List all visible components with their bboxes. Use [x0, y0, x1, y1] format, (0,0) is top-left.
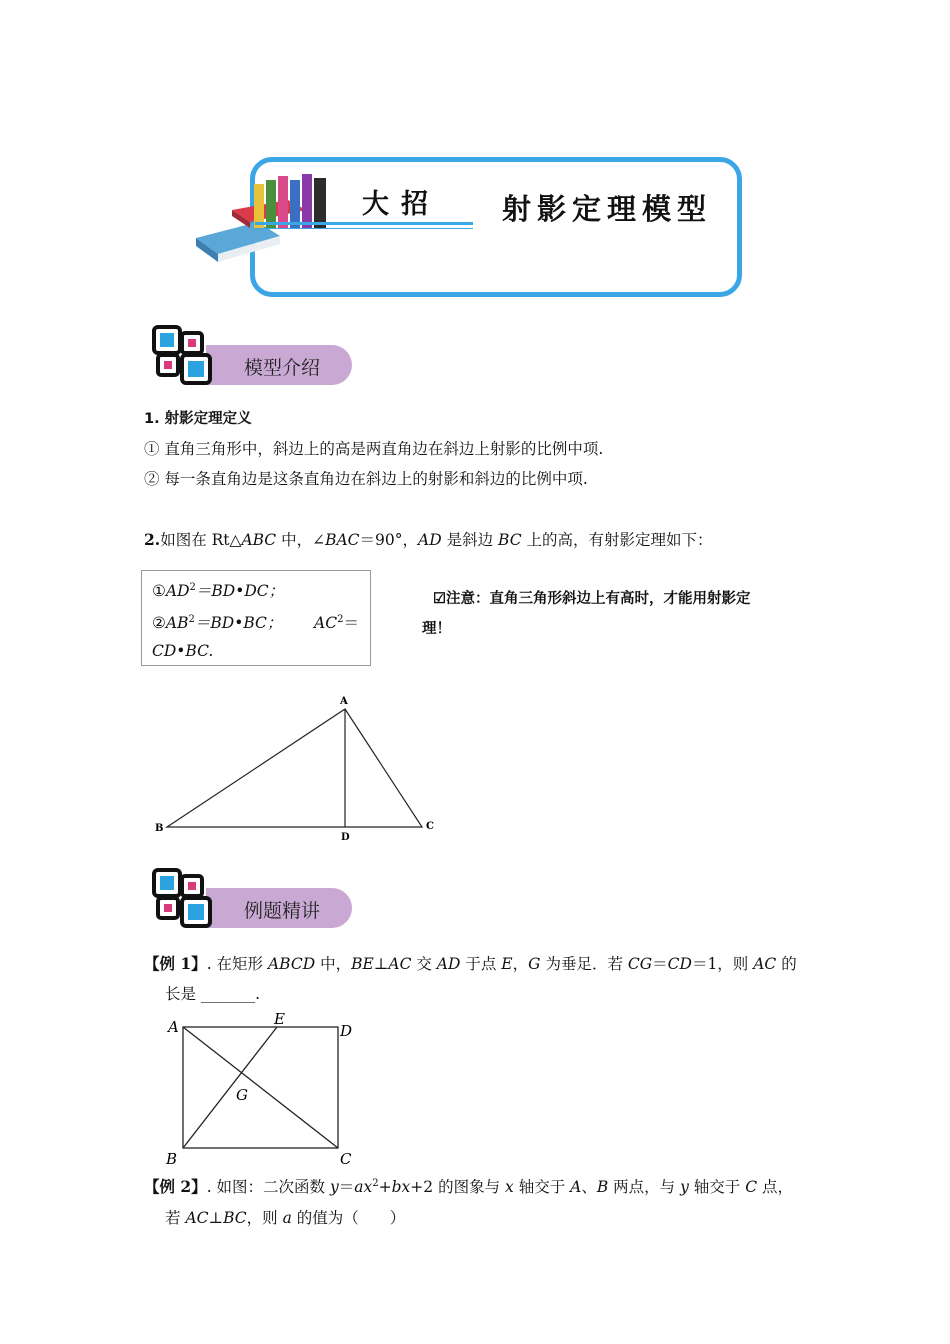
- math-var: AD: [418, 531, 442, 549]
- math-var: AC: [185, 1209, 209, 1227]
- formula-box: [141, 570, 371, 666]
- text-span: ，: [512, 955, 529, 973]
- section-tag-examples: [152, 868, 352, 930]
- label-e: E: [274, 1010, 285, 1028]
- example-tag: 【例 2】: [144, 1177, 207, 1197]
- math-var: AD: [165, 582, 190, 600]
- text-span: ，则: [246, 1209, 283, 1227]
- example2-line2: [165, 1208, 405, 1228]
- math-var: E: [501, 955, 513, 973]
- section-label: 例题精讲: [244, 900, 321, 922]
- exponent: 2: [372, 1178, 379, 1189]
- text-span: . 在矩形: [206, 955, 268, 973]
- label-a: A: [340, 696, 348, 707]
- text-span: 的值为（ ）: [291, 1209, 406, 1227]
- text-span: 中，: [315, 955, 352, 973]
- label-c: C: [426, 821, 434, 832]
- text-span: ⊥: [373, 955, 389, 973]
- definition-item-1: ① 直角三角形中，斜边上的高是两直角边在斜边上射影的比例中项.: [144, 440, 604, 458]
- math-var: A: [570, 1178, 582, 1197]
- text-span: 中，∠: [276, 531, 326, 549]
- triangle-abc: [167, 709, 422, 827]
- formula-1: [152, 579, 284, 601]
- math-var: ABCD: [267, 955, 316, 973]
- text-span: 的: [776, 955, 797, 973]
- formula-3: [314, 611, 359, 633]
- text-span: 为垂足．若: [540, 955, 628, 973]
- label-c: C: [340, 1150, 352, 1168]
- label-g: G: [236, 1086, 248, 1104]
- banner-underline: [255, 222, 473, 225]
- math-var: BC: [498, 531, 522, 549]
- math-var: BAC: [325, 531, 360, 549]
- definition-item-2: ② 每一条直角边是这条直角边在斜边上的射影和斜边的比例中项.: [144, 470, 588, 488]
- math-var: x: [505, 1178, 514, 1197]
- exponent: 2: [189, 581, 196, 593]
- definition-heading: 1. 射影定理定义: [144, 411, 252, 427]
- note-line-1: ☑注意：直角三角形斜边上有高时，才能用射影定: [433, 590, 751, 607]
- exponent: 2: [337, 613, 344, 625]
- banner-left-title: 大招: [362, 189, 440, 220]
- text-span: . 如图：二次函数: [206, 1178, 330, 1197]
- text-span: ＝: [652, 955, 668, 973]
- text-span: ②: [152, 614, 166, 632]
- label-d: D: [340, 1022, 353, 1040]
- formula-2: [152, 611, 282, 633]
- exponent: 2: [188, 613, 195, 625]
- text-span: ＝: [343, 614, 359, 632]
- section-tag-intro: [152, 325, 352, 387]
- text-span: 两点，与: [608, 1178, 681, 1197]
- text-span: +: [378, 1178, 392, 1197]
- formula-3-cont: [152, 642, 213, 660]
- math-var: bx: [391, 1178, 411, 1197]
- label-a: A: [168, 1018, 179, 1036]
- text-span: 交: [411, 955, 437, 973]
- math-var: CG: [627, 955, 653, 973]
- math-var: ABC: [241, 531, 277, 549]
- math-var: ＝BD•BC；: [194, 614, 283, 632]
- text-span: +2 的图象与: [410, 1178, 506, 1197]
- squares-icon: [152, 325, 214, 387]
- text-span: 、: [581, 1178, 597, 1197]
- math-var: BC: [223, 1209, 247, 1227]
- text-span: ＝1，则: [691, 955, 754, 973]
- note-line-2: 理！: [422, 620, 451, 637]
- math-var: y: [329, 1178, 339, 1197]
- math-var: AC: [753, 955, 777, 973]
- text-span: 于点: [460, 955, 502, 973]
- part2-number: 2.: [144, 530, 161, 549]
- books-icon: [188, 170, 348, 270]
- text-span: 轴交于: [513, 1178, 571, 1197]
- math-var: CD: [667, 955, 692, 973]
- math-var: AD: [436, 955, 461, 973]
- text-span: 上的高，有射影定理如下：: [521, 531, 713, 549]
- math-var: AC: [314, 614, 338, 632]
- banner-right-title: 射影定理模型: [502, 192, 713, 226]
- label-b: B: [155, 823, 164, 834]
- math-var: B: [596, 1178, 609, 1197]
- example1-line2: 长是 _______.: [165, 985, 261, 1003]
- part2-line: [144, 530, 713, 550]
- text-span: ＝90°，: [359, 531, 419, 549]
- label-b: B: [166, 1150, 178, 1168]
- example-tag: 【例 1】: [144, 954, 207, 973]
- triangle-figure: [150, 690, 450, 850]
- math-var: CD•BC.: [152, 642, 214, 660]
- text-span: 若: [165, 1209, 186, 1227]
- segment-be: [183, 1027, 277, 1148]
- text-span: 点，: [757, 1178, 794, 1197]
- text-span: ①: [152, 582, 166, 600]
- math-var: BE: [351, 955, 374, 973]
- section-label: 模型介绍: [244, 357, 321, 379]
- squares-icon: [152, 868, 214, 930]
- math-var: ax: [354, 1178, 373, 1197]
- banner-underline-thin: [255, 228, 473, 229]
- label-d: D: [341, 832, 350, 843]
- text-span: 如图在 Rt△: [160, 531, 242, 549]
- math-var: AB: [165, 614, 189, 632]
- math-var: ＝BD•DC；: [195, 582, 285, 600]
- text-span: ＝: [338, 1178, 355, 1197]
- math-var: a: [282, 1209, 292, 1227]
- math-var: G: [528, 955, 541, 973]
- text-span: ⊥: [208, 1209, 224, 1227]
- text-span: 是斜边: [441, 531, 499, 549]
- math-var: C: [745, 1178, 758, 1197]
- text-span: 轴交于: [688, 1178, 746, 1197]
- math-var: AC: [388, 955, 412, 973]
- example2-line1: [144, 1177, 793, 1197]
- diagonal-ac: [183, 1027, 338, 1148]
- example1-line1: [144, 954, 797, 974]
- math-var: y: [680, 1178, 689, 1197]
- rectangle-figure: [160, 1008, 360, 1168]
